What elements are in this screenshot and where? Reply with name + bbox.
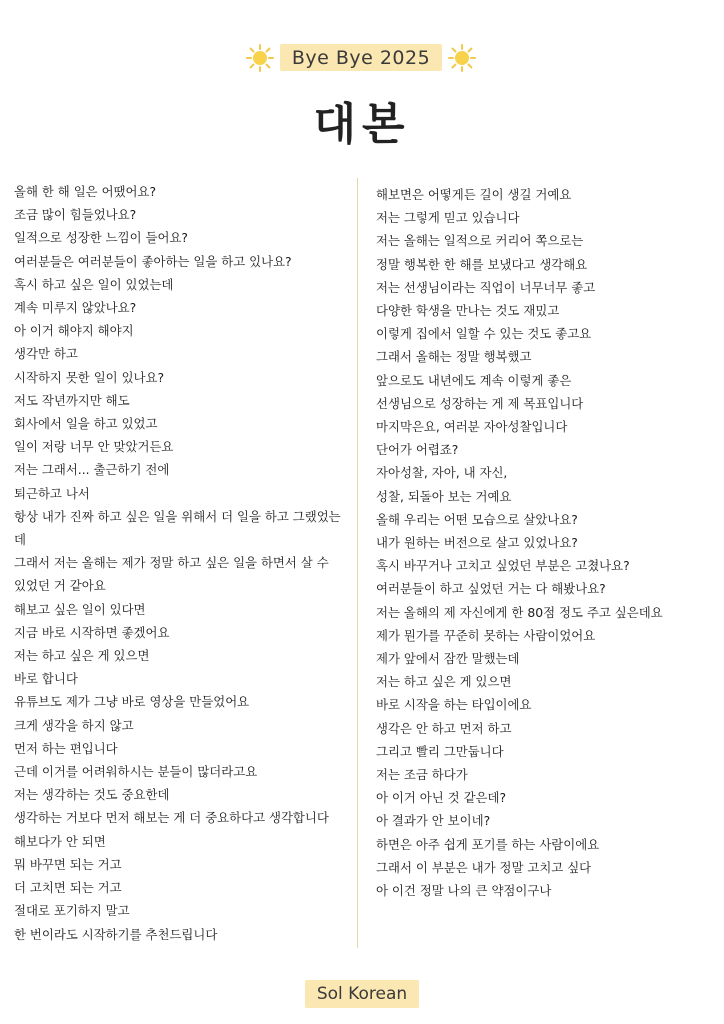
script-line: 지금 바로 시작하면 좋겠어요 [14,624,170,640]
script-line: 올해 한 해 일은 어땠어요? [14,184,157,199]
footer-brand [305,980,419,1008]
script-line: 자아성찰, 자아, 내 자신, [376,465,508,481]
script-line: 저는 생각하는 것도 중요한데 [14,787,170,803]
script-line: 마지막은요, 여러분 자아성찰입니다 [376,419,568,435]
sun-icon [246,44,274,72]
script-line: 저는 올해는 일적으로 커리어 쪽으로는 [376,233,584,249]
script-line: 아 이건 정말 나의 큰 약점이구나 [376,883,552,899]
script-line: 바로 합니다 [14,671,78,687]
script-line: 성찰, 되돌아 보는 거예요 [376,488,512,504]
script-right-column [376,183,706,902]
script-line: 선생님으로 성장하는 게 제 목표입니다 [376,395,584,411]
script-line: 일이 저랑 너무 안 맞았거든요 [14,439,174,455]
script-line: 그래서 올해는 정말 행복했고 [376,349,532,365]
script-line: 그래서 저는 올해는 제가 정말 하고 싶은 일을 하면서 살 수 있었던 거 같아요 [14,555,329,594]
page-title: 대본 [313,99,411,150]
script-line: 혹시 바꾸거나 고치고 싶었던 부분은 고쳤나요? [376,558,630,574]
script-line: 저는 하고 싶은 게 있으면 [376,674,512,690]
script-line: 그래서 이 부분은 내가 정말 고치고 싶다 [376,859,592,875]
script-line: 앞으로도 내년에도 계속 이렇게 좋은 [376,372,572,388]
bye-bye-banner [244,40,478,76]
script-line: 내가 원하는 버전으로 살고 있었나요? [376,535,578,551]
column-divider [357,178,358,948]
script-line: 바로 시작을 하는 타입이에요 [376,697,532,713]
script-line: 아 이거 아닌 것 같은데? [376,790,507,806]
script-line: 저는 하고 싶은 게 있으면 [14,648,150,664]
script-line: 이렇게 집에서 일할 수 있는 것도 좋고요 [376,326,592,342]
script-line: 저도 작년까지만 해도 [14,392,130,408]
script-line: 크게 생각을 하지 않고 [14,717,134,733]
script-line: 생각만 하고 [14,346,78,362]
script-line: 올해 우리는 어떤 모습으로 살았나요? [376,511,578,527]
script-line: 제가 앞에서 잠깐 말했는데 [376,651,520,667]
script-line: 조금 많이 힘들었나요? [14,207,137,223]
script-line: 정말 행복한 한 해를 보냈다고 생각해요 [376,256,588,272]
script-line: 한 번이라도 시작하기를 추천드립니다 [14,926,218,942]
script-line: 회사에서 일을 하고 있었고 [14,416,158,432]
script-line: 항상 내가 진짜 하고 싶은 일을 위해서 더 일을 하고 그랬었는데 [14,508,341,548]
script-line: 생각하는 거보다 먼저 해보는 게 더 중요하다고 생각합니다 [14,810,329,826]
script-left-column [14,180,344,946]
script-line: 근데 이거를 어려워하시는 분들이 많더라고요 [14,764,258,780]
script-line: 더 고치면 되는 거고 [14,880,122,896]
script-line: 먼저 하는 편입니다 [14,740,118,756]
script-line: 그리고 빨리 그만둡니다 [376,743,504,759]
script-line: 생각은 안 하고 먼저 하고 [376,720,512,736]
script-line: 여러분들이 하고 싶었던 거는 다 해봤나요? [376,581,606,597]
script-line: 저는 선생님이라는 직업이 너무너무 좋고 [376,279,596,295]
sun-icon [448,44,476,72]
script-line: 절대로 포기하지 말고 [14,903,130,919]
script-line: 시작하지 못한 일이 있나요? [14,369,165,385]
script-line: 혹시 하고 싶은 일이 있었는데 [14,276,174,292]
script-line: 저는 올해의 제 자신에게 한 80점 정도 주고 싶은데요 [376,604,663,620]
script-line: 아 이거 해야지 해야지 [14,323,134,339]
script-line: 저는 조금 하다가 [376,767,468,783]
script-line: 해보면은 어떻게든 길이 생길 거예요 [376,187,572,202]
script-line: 다양한 학생을 만나는 것도 재밌고 [376,303,560,319]
script-line: 저는 그렇게 믿고 있습니다 [376,210,520,226]
banner-text: Bye Bye 2025 [291,47,431,69]
script-line: 해보고 싶은 일이 있다면 [14,601,146,617]
script-line: 유튜브도 제가 그냥 바로 영상을 만들었어요 [14,694,250,710]
script-line: 여러분들은 여러분들이 좋아하는 일을 하고 있나요? [14,253,292,269]
script-line: 하면은 아주 쉽게 포기를 하는 사람이에요 [376,836,600,852]
script-line: 일적으로 성장한 느낌이 들어요? [14,230,188,246]
script-line: 계속 미루지 않았나요? [14,300,137,316]
script-line: 제가 뭔가를 꾸준히 못하는 사람이었어요 [376,627,596,643]
footer-label: Sol Korean [316,984,408,1004]
script-line: 퇴근하고 나서 [14,485,90,501]
script-line: 단어가 어렵죠? [376,442,459,458]
script-line: 저는 그래서... 출근하기 전에 [14,462,170,478]
script-line: 해보다가 안 되면 [14,833,106,849]
script-line: 뭐 바꾸면 되는 거고 [14,856,122,872]
script-line: 아 결과가 안 보이네? [376,813,491,829]
